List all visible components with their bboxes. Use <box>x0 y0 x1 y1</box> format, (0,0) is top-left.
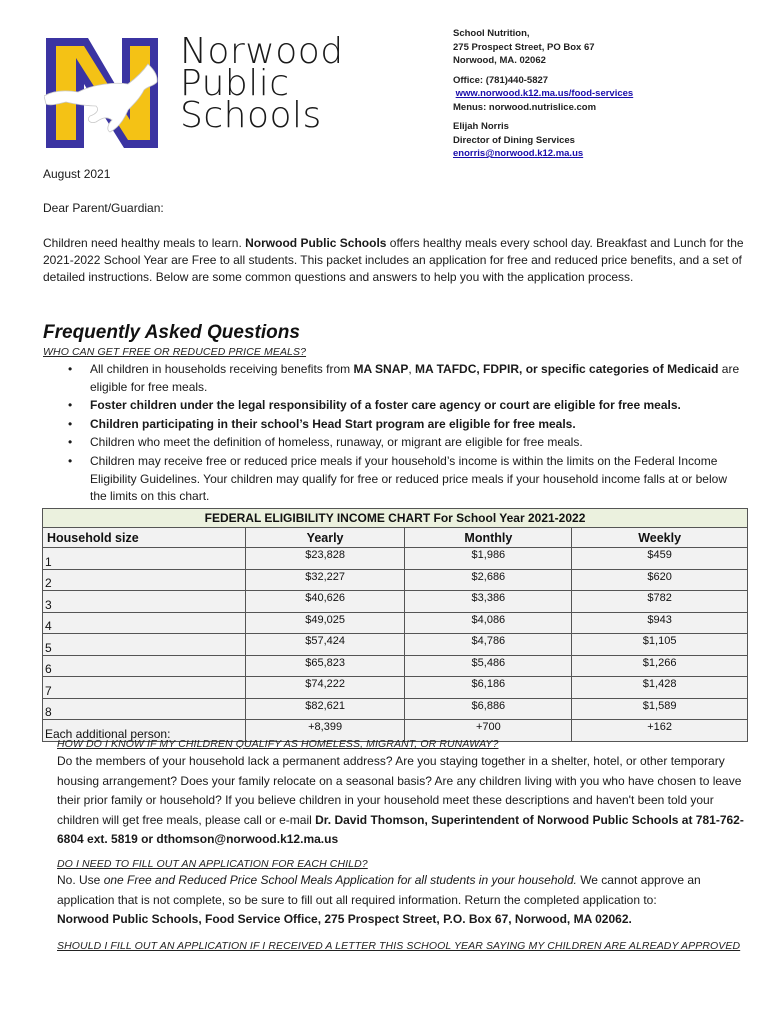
monthly-cell: $2,686 <box>405 569 572 591</box>
bullet-icon: • <box>68 435 73 450</box>
contact-menus: Menus: norwood.nutrislice.com <box>453 101 597 113</box>
household-size-cell: 6 <box>43 655 246 677</box>
faq-heading: Frequently Asked Questions <box>43 322 300 343</box>
intro-text: Children need healthy meals to learn. <box>43 236 246 250</box>
answer-text: No. Use <box>57 873 104 887</box>
list-item <box>70 361 740 396</box>
bullet-text: Children who meet the definition of homeless, runaway, or migrant are eligible for free meals. <box>90 435 583 450</box>
monthly-cell: $4,786 <box>405 634 572 656</box>
yearly-cell: +8,399 <box>245 720 405 742</box>
yearly-cell: $65,823 <box>245 655 405 677</box>
table-row <box>43 655 748 677</box>
bullet-bold-text: Children participating in their school’s Head Start program are eligible for free meals. <box>90 416 576 431</box>
column-header-monthly: Monthly <box>405 528 572 548</box>
weekly-cell: $1,589 <box>572 698 748 720</box>
table-row <box>43 548 748 570</box>
table-row <box>43 569 748 591</box>
faq-answer-homeless <box>57 752 757 850</box>
contact-office-phone: Office: (781)440-5827 <box>453 74 549 86</box>
table-row <box>43 698 748 720</box>
faq-question-homeless: HOW DO I KNOW IF MY CHILDREN QUALIFY AS HOMELESS, MIGRANT, OR RUNAWAY? <box>57 738 499 750</box>
yearly-cell: $49,025 <box>245 612 405 634</box>
household-size-cell: 7 <box>43 677 246 699</box>
bullet-icon: • <box>68 398 73 413</box>
monthly-cell: $6,886 <box>405 698 572 720</box>
logo-line-public: Public <box>180 63 290 104</box>
bullet-text: All children in households receiving benefits from <box>90 362 354 376</box>
contact-office-group <box>453 74 633 115</box>
faq-answer-each-child <box>57 871 757 930</box>
table-row <box>43 677 748 699</box>
yearly-cell: $32,227 <box>245 569 405 591</box>
yearly-cell: $57,424 <box>245 634 405 656</box>
answer-text-continued: We cannot approve an application that is not complete, so be sure to fill out all required information. Return the completed application to: <box>57 873 701 907</box>
household-size-cell: 1 <box>43 548 246 570</box>
contact-director <box>453 120 633 161</box>
table-body <box>43 548 748 742</box>
logo-line-norwood: Norwood <box>180 31 344 72</box>
return-address: Norwood Public Schools, Food Service Office, 275 Prospect Street, P.O. Box 67, Norwood, MA 02062. <box>57 912 632 926</box>
bullet-icon: • <box>68 453 73 468</box>
weekly-cell: $1,428 <box>572 677 748 699</box>
household-size-cell: 5 <box>43 634 246 656</box>
norwood-n-mustang-icon <box>44 34 160 152</box>
table-row <box>43 634 748 656</box>
intro-text-continued: offers healthy meals every school day. Breakfast and Lunch for the 2021-2022 School Year are Free to all students. This packet includes an application for free and reduced price benefits, and a set of detailed instructions. Below are some common questions and answers to help you with the application process. <box>43 236 744 284</box>
yearly-cell: $82,621 <box>245 698 405 720</box>
bullet-bold-text: MA TAFDC, FDPIR, or specific categories of Medicaid <box>415 362 719 376</box>
list-item <box>70 453 740 506</box>
yearly-cell: $74,222 <box>245 677 405 699</box>
bullet-text: , <box>408 362 416 376</box>
contact-city: Norwood, MA. 02062 <box>453 55 546 66</box>
weekly-cell: $1,105 <box>572 634 748 656</box>
column-header-weekly: Weekly <box>572 528 748 548</box>
weekly-cell: $620 <box>572 569 748 591</box>
monthly-cell: $6,186 <box>405 677 572 699</box>
eligibility-list <box>70 361 740 507</box>
monthly-cell: $1,986 <box>405 548 572 570</box>
director-name: Elijah Norris <box>453 121 509 132</box>
table-header-row <box>43 528 748 548</box>
column-header-household-size: Household size <box>43 528 246 548</box>
income-eligibility-table <box>42 508 748 742</box>
bullet-text: Children may receive free or reduced price meals if your household’s income is within the limits on the Federal Income Eligibility Guidelines. Your children may qualify for free or reduced price meals if your household income falls at or below the limits on this chart. <box>90 453 727 504</box>
yearly-cell: $23,828 <box>245 548 405 570</box>
weekly-cell: +162 <box>572 720 748 742</box>
yearly-cell: $40,626 <box>245 591 405 613</box>
table-row <box>43 612 748 634</box>
weekly-cell: $1,266 <box>572 655 748 677</box>
bullet-icon: • <box>68 416 73 431</box>
contact-address <box>453 27 633 68</box>
weekly-cell: $459 <box>572 548 748 570</box>
food-services-website-link[interactable]: www.norwood.k12.ma.us/food-services <box>455 88 634 99</box>
list-item <box>70 416 740 434</box>
contact-org: School Nutrition, <box>453 28 530 39</box>
director-email-link[interactable]: enorris@norwood.k12.ma.us <box>453 148 584 159</box>
table-title: FEDERAL ELIGIBILITY INCOME CHART For School Year 2021-2022 <box>43 509 748 528</box>
table-title-row <box>43 509 748 528</box>
contact-street: 275 Prospect Street, PO Box 67 <box>453 41 595 53</box>
household-size-cell: 2 <box>43 569 246 591</box>
intro-school-name: Norwood Public Schools <box>245 236 387 250</box>
monthly-cell: +700 <box>405 720 572 742</box>
monthly-cell: $4,086 <box>405 612 572 634</box>
household-size-cell: Each additional person: <box>43 720 246 742</box>
bullet-text: are eligible for free meals. <box>90 362 740 394</box>
letter-intro <box>43 235 755 286</box>
answer-italic-text: one Free and Reduced Price School Meals Application for all students in your household. <box>103 873 577 887</box>
bullet-bold-text: Foster children under the legal responsibility of a foster care agency or court are eligible for free meals. <box>90 398 681 413</box>
weekly-cell: $943 <box>572 612 748 634</box>
logo-line-schools: Schools <box>180 95 322 136</box>
superintendent-contact: Dr. David Thomson, Superintendent of Norwood Public Schools at 781-762-6804 ext. 5819 or dthomson@norwood.k12.ma.us <box>57 812 744 847</box>
household-size-cell: 4 <box>43 612 246 634</box>
director-title: Director of Dining Services <box>453 134 575 146</box>
monthly-cell: $3,386 <box>405 591 572 613</box>
bullet-icon: • <box>68 362 73 376</box>
list-item <box>70 434 740 452</box>
column-header-yearly: Yearly <box>245 528 405 548</box>
weekly-cell: $782 <box>572 591 748 613</box>
letter-greeting: Dear Parent/Guardian: <box>43 201 164 215</box>
school-logo-mark <box>44 34 160 152</box>
household-size-cell: 3 <box>43 591 246 613</box>
table-row <box>43 591 748 613</box>
faq-question-who-can-get: WHO CAN GET FREE OR REDUCED PRICE MEALS? <box>43 346 307 358</box>
bullet-bold-text: MA SNAP <box>353 362 409 376</box>
household-size-cell: 8 <box>43 698 246 720</box>
monthly-cell: $5,486 <box>405 655 572 677</box>
contact-block <box>453 27 633 167</box>
school-name-logo-text <box>180 31 344 136</box>
answer-text: Do the members of your household lack a permanent address? Are you staying together in a shelter, hotel, or other temporary housing arrangement? Does your family relocate on a seasonal basis? Are any children living with you who have chosen to leave their prior family or household? If you believe children in your household meet these descriptions and haven't been told your children will get free meals, please call or e-mail <box>57 754 742 827</box>
list-item <box>70 397 740 415</box>
faq-question-each-child: DO I NEED TO FILL OUT AN APPLICATION FOR EACH CHILD? <box>57 858 368 870</box>
letter-date: August 2021 <box>43 167 111 181</box>
faq-question-already-approved: SHOULD I FILL OUT AN APPLICATION IF I RECEIVED A LETTER THIS SCHOOL YEAR SAYING MY CHILDREN ARE ALREADY APPROVED <box>57 940 741 952</box>
